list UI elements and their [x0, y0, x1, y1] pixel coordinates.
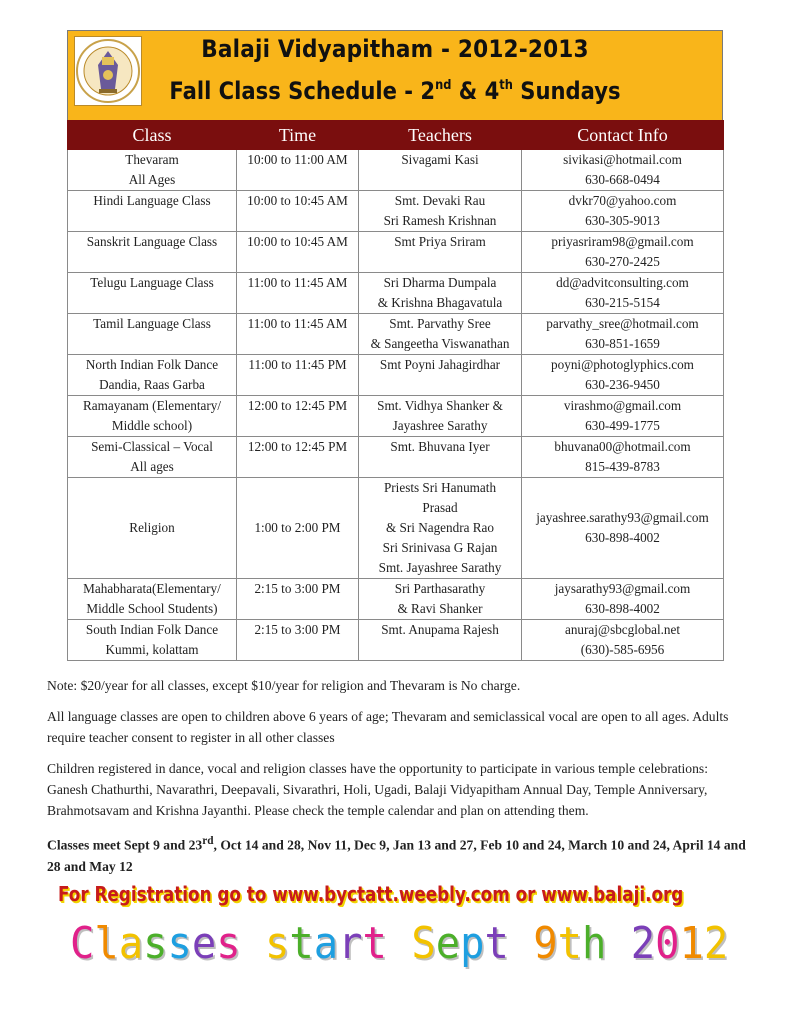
celebrations-note: Children registered in dance, vocal and religion classes have the opportunity to participate in various temple celebrations: Ganesh Chathurthi, Navarathri, Deepavali, Sivarathri, Holi, Ugadi, Balaji Vidyapitham Annual Day, Temple Anniversary, Brahmotsavam and Krishna Jayanthi. Please check the temple calendar and plan on attending them. [47, 761, 708, 818]
cell-class [68, 314, 237, 355]
teachers-line: & Ravi Shanker [397, 601, 483, 616]
column-header-class: Class [68, 121, 237, 150]
teachers-line: Smt Poyni Jahagirdhar [379, 357, 501, 372]
class-line: Middle school) [111, 418, 193, 433]
banner-letter [606, 918, 630, 969]
cell-contact [522, 232, 724, 273]
cell-class [68, 437, 237, 478]
banner-letter [509, 918, 533, 969]
class-line: Sanskrit Language Class [86, 234, 218, 249]
banner-letter [241, 918, 265, 969]
class-line: North Indian Folk Dance [85, 357, 219, 372]
banner-letter: 0 [655, 918, 680, 969]
table-row [68, 273, 724, 314]
table-row [68, 396, 724, 437]
table-header-row [68, 121, 724, 150]
eligibility-note: All language classes are open to children above 6 years of age; Thevaram and semiclassical vocal are open to all ages. Adults require teacher consent to register in all other classes [47, 709, 729, 745]
cell-contact [522, 355, 724, 396]
cell-time [237, 232, 359, 273]
cell-teachers [359, 150, 522, 191]
cell-teachers [359, 579, 522, 620]
teachers-line: Sri Parthasarathy [394, 581, 486, 596]
cell-teachers [359, 232, 522, 273]
cell-contact [522, 150, 724, 191]
contact-line: 630-270-2425 [585, 254, 660, 269]
class-line: Mahabharata(Elementary/ [83, 581, 221, 596]
contact-line: 630-851-1659 [585, 336, 660, 351]
class-line: All ages [130, 459, 174, 474]
teachers-line: Sri Ramesh Krishnan [383, 213, 497, 228]
class-line: Semi-Classical – Vocal [91, 439, 213, 454]
contact-line: 630-215-5154 [585, 295, 660, 310]
fee-note: Note: $20/year for all classes, except $10/year for religion and Thevaram is No charge. [47, 678, 521, 693]
class-line: Telugu Language Class [90, 275, 214, 290]
banner-letter: s [216, 918, 241, 969]
contact-line: dd@advitconsulting.com [556, 275, 689, 290]
banner-letter: 2 [703, 918, 729, 969]
cell-class [68, 232, 237, 273]
cell-class [68, 396, 237, 437]
time-line: 1:00 to 2:00 PM [254, 520, 341, 535]
cell-time [237, 620, 359, 661]
class-line: Ramayanam (Elementary/ [82, 398, 222, 413]
contact-line: 630-668-0494 [585, 172, 660, 187]
banner-letter: a [313, 918, 339, 969]
cell-class [68, 273, 237, 314]
registration-banner: For Registration go to www.byctatt.weebly.com or www.balaji.org [58, 882, 684, 906]
banner-letter: C [70, 918, 95, 969]
notes-section [47, 675, 747, 887]
class-line: Middle School Students) [86, 601, 218, 616]
column-header-teachers: Teachers [359, 121, 522, 150]
teachers-line: & Sangeetha Viswanathan [370, 336, 510, 351]
cell-contact [522, 437, 724, 478]
teachers-line: Smt. Devaki Rau [394, 193, 486, 208]
cell-teachers [359, 478, 522, 579]
class-schedule-table [67, 120, 724, 661]
cell-class [68, 355, 237, 396]
contact-line: sivikasi@hotmail.com [563, 152, 682, 167]
cell-time [237, 150, 359, 191]
class-line: All Ages [128, 172, 176, 187]
cell-contact [522, 191, 724, 232]
contact-line: bhuvana00@hotmail.com [554, 439, 691, 454]
contact-line: anuraj@sbcglobal.net [564, 622, 681, 637]
contact-line: priyasriram98@gmail.com [551, 234, 694, 249]
table-row [68, 232, 724, 273]
table-row [68, 579, 724, 620]
teachers-line: & Sri Nagendra Rao [385, 520, 495, 535]
contact-line: 630-898-4002 [585, 530, 660, 545]
time-line: 2:15 to 3:00 PM [254, 622, 341, 637]
banner-letter: s [167, 918, 192, 969]
teachers-line: Smt. Anupama Rajesh [381, 622, 499, 637]
time-line: 11:00 to 11:45 AM [247, 316, 348, 331]
class-line: South Indian Folk Dance [85, 622, 219, 637]
contact-line: 630-499-1775 [585, 418, 660, 433]
banner-letter: h [581, 918, 607, 969]
table-row [68, 150, 724, 191]
contact-line: virashmo@gmail.com [563, 398, 682, 413]
table-row [68, 478, 724, 579]
banner-letter: t [484, 918, 509, 969]
cell-contact [522, 396, 724, 437]
contact-line: 815-439-8783 [585, 459, 660, 474]
cell-time [237, 579, 359, 620]
cell-time [237, 478, 359, 579]
cell-contact [522, 620, 724, 661]
banner-letter: 9 [533, 918, 558, 969]
teachers-line: Smt. Vidhya Shanker & [377, 398, 503, 413]
cell-class [68, 579, 237, 620]
time-line: 10:00 to 11:00 AM [247, 152, 348, 167]
banner-letter: p [460, 918, 485, 969]
cell-contact [522, 273, 724, 314]
cell-class [68, 150, 237, 191]
teachers-line: Smt. Parvathy Sree [389, 316, 491, 331]
contact-line: 630-305-9013 [585, 213, 660, 228]
page-title: Balaji Vidyapitham - 2012-2013 [201, 35, 589, 63]
cell-time [237, 437, 359, 478]
cell-teachers [359, 191, 522, 232]
banner-letter: 2 [630, 918, 656, 969]
table-row [68, 314, 724, 355]
contact-line: 630-236-9450 [585, 377, 660, 392]
classes-start-banner [70, 918, 728, 969]
class-line: Tamil Language Class [93, 316, 211, 331]
contact-line: dvkr70@yahoo.com [568, 193, 677, 208]
banner-letter: e [435, 918, 461, 969]
teachers-line: Sivagami Kasi [401, 152, 479, 167]
time-line: 12:00 to 12:45 PM [247, 398, 348, 413]
table-row [68, 437, 724, 478]
banner-letter: a [118, 918, 144, 969]
cell-time [237, 355, 359, 396]
contact-line: jaysarathy93@gmail.com [554, 581, 691, 596]
class-line: Dandia, Raas Garba [99, 377, 205, 392]
cell-teachers [359, 273, 522, 314]
title-banner [67, 30, 723, 120]
cell-teachers [359, 355, 522, 396]
banner-letter: S [411, 918, 436, 969]
class-line: Kummi, kolattam [105, 642, 199, 657]
page-subtitle: Fall Class Schedule - 2nd & 4th Sundays [169, 77, 621, 105]
banner-letter: 1 [679, 918, 704, 969]
teachers-line: Sri Dharma Dumpala [383, 275, 497, 290]
teachers-line: Jayashree Sarathy [392, 418, 488, 433]
class-line: Thevaram [125, 152, 179, 167]
teachers-line: Smt. Bhuvana Iyer [390, 439, 490, 454]
cell-class [68, 478, 237, 579]
banner-letter: s [265, 918, 290, 969]
banner-letter: t [557, 918, 582, 969]
time-line: 2:15 to 3:00 PM [254, 581, 341, 596]
teachers-line: Sri Srinivasa G Rajan [382, 540, 498, 555]
cell-time [237, 191, 359, 232]
banner-letter: l [94, 918, 119, 969]
contact-line: poyni@photoglyphics.com [551, 357, 694, 372]
cell-class [68, 191, 237, 232]
cell-contact [522, 579, 724, 620]
schedule-sheet [67, 30, 723, 661]
cell-contact [522, 314, 724, 355]
cell-contact [522, 478, 724, 579]
banner-letter: t [289, 918, 314, 969]
time-line: 10:00 to 10:45 AM [247, 193, 348, 208]
column-header-time: Time [237, 121, 359, 150]
cell-teachers [359, 620, 522, 661]
cell-class [68, 620, 237, 661]
meeting-dates-note: Classes meet Sept 9 and 23rd, Oct 14 and 28, Nov 11, Dec 9, Jan 13 and 27, Feb 10 and 24, March 10 and 24, April 14 and 28 and May 12 [47, 835, 746, 874]
banner-letter [387, 918, 411, 969]
banner-letter: e [191, 918, 217, 969]
teachers-line: Prasad [422, 500, 458, 515]
class-line: Religion [129, 520, 175, 535]
time-line: 10:00 to 10:45 AM [247, 234, 348, 249]
class-line: Hindi Language Class [93, 193, 211, 208]
banner-letter: r [338, 918, 363, 969]
banner-letter: s [143, 918, 168, 969]
cell-time [237, 273, 359, 314]
teachers-line: & Krishna Bhagavatula [377, 295, 503, 310]
time-line: 11:00 to 11:45 PM [248, 357, 347, 372]
cell-teachers [359, 396, 522, 437]
contact-line: parvathy_sree@hotmail.com [546, 316, 699, 331]
contact-line: jayashree.sarathy93@gmail.com [536, 510, 709, 525]
teachers-line: Smt Priya Sriram [394, 234, 486, 249]
time-line: 11:00 to 11:45 AM [247, 275, 348, 290]
table-row [68, 620, 724, 661]
teachers-line: Smt. Jayashree Sarathy [378, 560, 502, 575]
contact-line: (630)-585-6956 [580, 642, 665, 657]
cell-time [237, 314, 359, 355]
teachers-line: Priests Sri Hanumath [383, 480, 497, 495]
table-row [68, 355, 724, 396]
cell-teachers [359, 314, 522, 355]
cell-teachers [359, 437, 522, 478]
cell-time [237, 396, 359, 437]
banner-letter: t [362, 918, 387, 969]
time-line: 12:00 to 12:45 PM [247, 439, 348, 454]
table-row [68, 191, 724, 232]
column-header-contact: Contact Info [522, 121, 724, 150]
contact-line: 630-898-4002 [585, 601, 660, 616]
